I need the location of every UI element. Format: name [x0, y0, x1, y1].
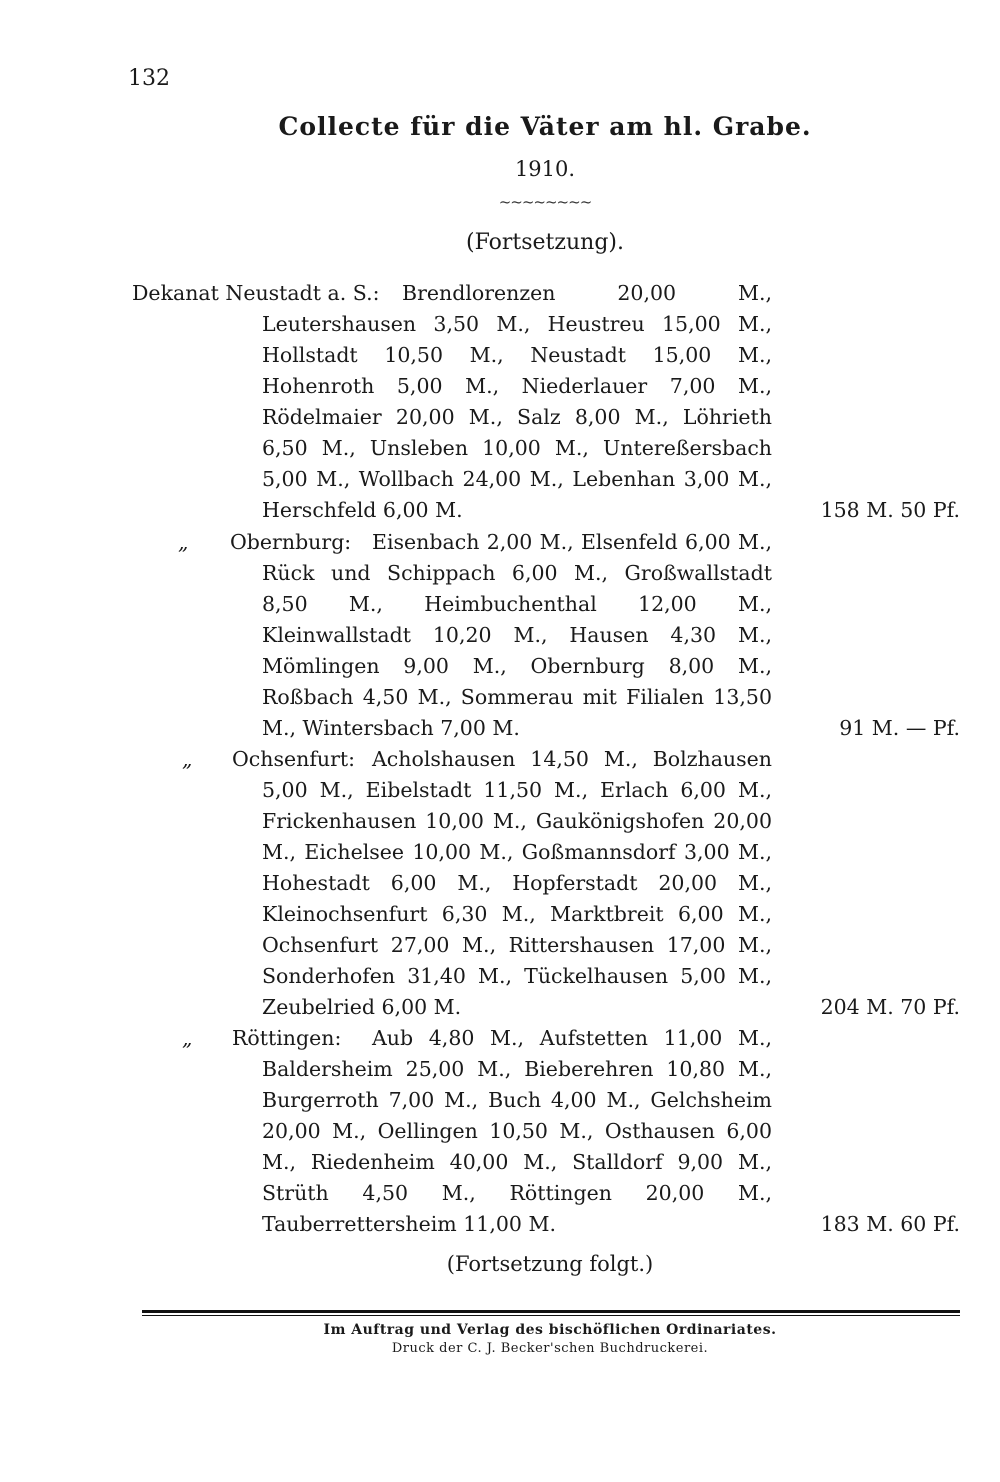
ditto-mark: „	[182, 747, 193, 771]
page-number: 132	[128, 66, 170, 91]
district-total: 158 M. 50 Pf.	[820, 498, 960, 522]
district-parishes: Acholshausen 14,50 M., Bolzhausen 5,00 M., Eibelstadt 11,50 M., Erlach 6,00 M., Frickenhausen 10,00 M., Gaukönigshofen 20,00 M., Eichelsee 10,00 M., Goßmannsdorf 3,00 M., Hohestadt 6,00 M., Hopferstadt 20,00 M., Kleinochsenfurt 6,30 M., Marktbreit 6,00 M., Ochsenfurt 27,00 M., Rittershausen 17,00 M., Sonderhofen 31,40 M., Tückelhausen 5,00 M., Zeubelried 6,00 M.	[262, 747, 772, 1019]
district-label: Röttingen:	[232, 1026, 342, 1050]
district-parishes: Aub 4,80 M., Aufstetten 11,00 M., Baldersheim 25,00 M., Bieberehren 10,80 M., Burgerroth 7,00 M., Buch 4,00 M., Gelchsheim 20,00 M., Oellingen 10,50 M., Osthausen 6,00 M., Riedenheim 40,00 M., Stalldorf 9,00 M., Strüth 4,50 M., Röttingen 20,00 M., Tauberrettersheim 11,00 M.	[262, 1026, 772, 1236]
district-total: 204 M. 70 Pf.	[820, 995, 960, 1019]
ditto-mark: „	[182, 1026, 193, 1050]
district-parishes: Eisenbach 2,00 M., Elsenfeld 6,00 M., Rück und Schippach 6,00 M., Großwallstadt 8,50 M., Heimbuchenthal 12,00 M., Kleinwallstadt 10,20 M., Hausen 4,30 M., Mömlingen 9,00 M., Obernburg 8,00 M., Roßbach 4,50 M., Sommerau mit Filialen 13,50 M., Wintersbach 7,00 M.	[262, 530, 772, 740]
continuation-note: (Fortsetzung).	[466, 230, 624, 255]
footer-rule-thin	[142, 1315, 960, 1316]
to-be-continued-note: (Fortsetzung folgt.)	[446, 1252, 654, 1276]
district-total: 183 M. 60 Pf.	[820, 1212, 960, 1236]
district-label: Ochsenfurt:	[232, 747, 356, 771]
page-title: Collecte für die Väter am hl. Grabe.	[278, 112, 812, 141]
imprint-publisher: Im Auftrag und Verlag des bischöflichen Ordinariates.	[323, 1322, 777, 1338]
ditto-mark: „	[178, 530, 189, 554]
year: 1910.	[514, 157, 576, 181]
district-parishes: Brendlorenzen 20,00 M., Leutershausen 3,50 M., Heustreu 15,00 M., Hollstadt 10,50 M., Neustadt 15,00 M., Hohenroth 5,00 M., Niederlauer 7,00 M., Rödelmaier 20,00 M., Salz 8,00 M., Löhrieth 6,50 M., Unsleben 10,00 M., Untereßersbach 5,00 M., Wollbach 24,00 M., Lebenhan 3,00 M., Herschfeld 6,00 M.	[262, 281, 772, 522]
ornament-divider: ~~~~~~~~	[498, 193, 592, 211]
district-total: 91 M. — Pf.	[839, 716, 960, 740]
district-label: Obernburg:	[230, 530, 352, 554]
district-label: Dekanat Neustadt a. S.:	[132, 281, 380, 305]
footer-rule-thick	[142, 1310, 960, 1313]
imprint-printer: Druck der C. J. Becker'schen Buchdruckerei.	[391, 1341, 709, 1356]
